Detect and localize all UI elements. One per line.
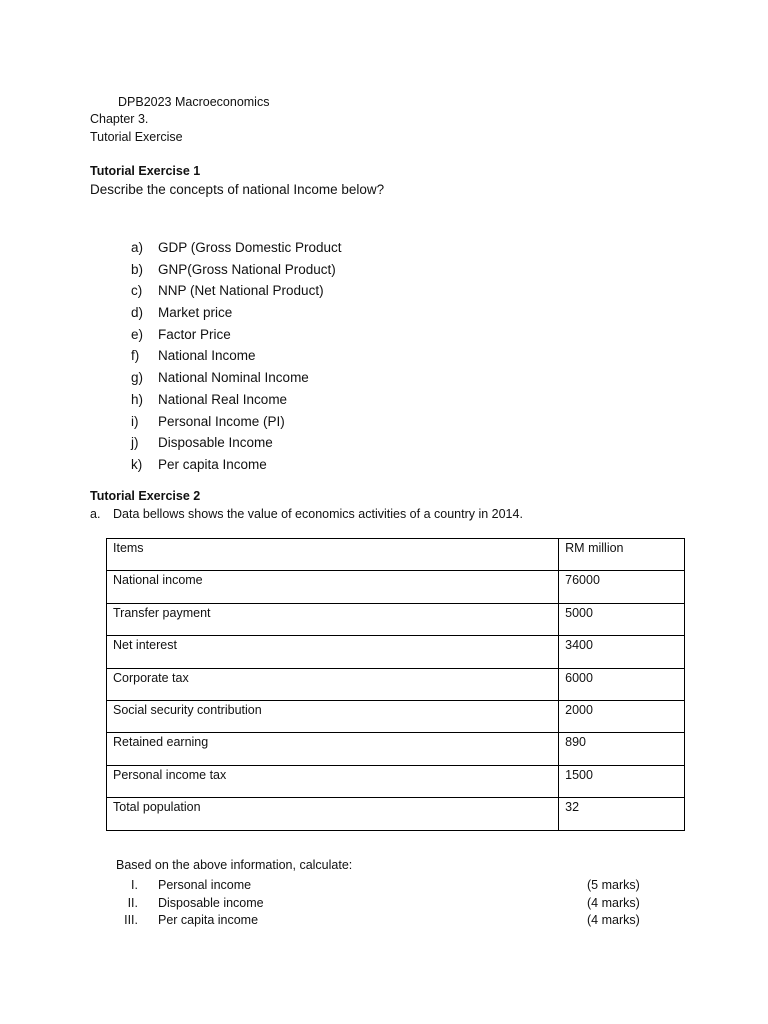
list-item-text: National Nominal Income	[158, 370, 309, 386]
chapter-label: Chapter 3.	[90, 112, 149, 126]
table-row	[107, 668, 685, 700]
list-marker: e)	[131, 326, 144, 342]
list-marker: b)	[131, 261, 144, 277]
list-marker: k)	[131, 456, 143, 472]
list-marker: d)	[131, 305, 144, 321]
table-header-cell: RM million	[559, 539, 685, 571]
question-number: II.	[127, 895, 138, 910]
table-cell: 6000	[559, 668, 685, 700]
question-text: Per capita income	[158, 913, 259, 927]
list-marker: a)	[131, 240, 144, 255]
table-cell: 76000	[559, 571, 685, 603]
question-text: Disposable income	[158, 895, 264, 910]
list-marker: j)	[131, 435, 139, 451]
table-cell: Net interest	[107, 636, 559, 668]
exercise2-title: Tutorial Exercise 2	[90, 489, 201, 503]
economic-data-table	[106, 538, 685, 831]
list-marker: f)	[131, 348, 140, 364]
list-item-text: National Real Income	[158, 391, 288, 407]
question-row	[118, 877, 648, 895]
table-cell: 5000	[559, 603, 685, 635]
table-cell: 32	[559, 798, 685, 830]
table-cell: Social security contribution	[107, 700, 559, 732]
list-item-text: NNP (Net National Product)	[158, 283, 324, 299]
table-cell: Transfer payment	[107, 603, 559, 635]
exercise2-part-marker: a.	[90, 507, 101, 521]
table-cell: Retained earning	[107, 733, 559, 765]
list-item-text: Factor Price	[158, 326, 231, 342]
table-cell: 3400	[559, 636, 685, 668]
table-row	[107, 798, 685, 830]
exercise1-title: Tutorial Exercise 1	[90, 164, 201, 178]
table-row	[107, 636, 685, 668]
question-marks: (5 marks)	[587, 878, 640, 892]
list-marker: i)	[131, 413, 139, 429]
table-row	[107, 603, 685, 635]
question-marks: (4 marks)	[587, 895, 640, 910]
table-cell: 2000	[559, 700, 685, 732]
table-header-cell: Items	[107, 539, 559, 571]
table-header-row	[107, 539, 685, 571]
calculation-instruction: Based on the above information, calculate:	[116, 858, 353, 872]
document-type: Tutorial Exercise	[90, 130, 183, 144]
table-row	[107, 700, 685, 732]
exercise1-question: Describe the concepts of national Income below?	[90, 182, 385, 197]
table-cell: 1500	[559, 765, 685, 797]
list-item-text: Disposable Income	[158, 435, 273, 451]
table-row	[107, 733, 685, 765]
table-cell: Total population	[107, 798, 559, 830]
table-cell: Corporate tax	[107, 668, 559, 700]
question-marks: (4 marks)	[587, 913, 640, 927]
table-cell: National income	[107, 571, 559, 603]
question-row	[118, 895, 648, 913]
table-cell: Personal income tax	[107, 765, 559, 797]
question-text: Personal income	[158, 878, 252, 892]
table-row	[107, 571, 685, 603]
exercise2-part-text: Data bellows shows the value of economics activities of a country in 2014.	[113, 507, 523, 521]
list-marker: g)	[131, 370, 144, 386]
list-item-text: National Income	[158, 348, 256, 364]
list-marker: h)	[131, 391, 144, 407]
list-item-text: Market price	[158, 305, 233, 321]
list-item-text: Personal Income (PI)	[158, 413, 285, 429]
question-row	[118, 912, 648, 930]
question-number: III.	[124, 913, 138, 927]
table-cell: 890	[559, 733, 685, 765]
calculation-questions	[118, 877, 648, 930]
table-row	[107, 765, 685, 797]
list-item-text: GDP (Gross Domestic Product	[158, 240, 342, 255]
list-item-text: Per capita Income	[158, 456, 267, 472]
list-item-text: GNP(Gross National Product)	[158, 261, 336, 277]
course-title: DPB2023 Macroeconomics	[118, 95, 270, 109]
question-number: I.	[131, 878, 138, 892]
list-marker: c)	[131, 283, 143, 299]
